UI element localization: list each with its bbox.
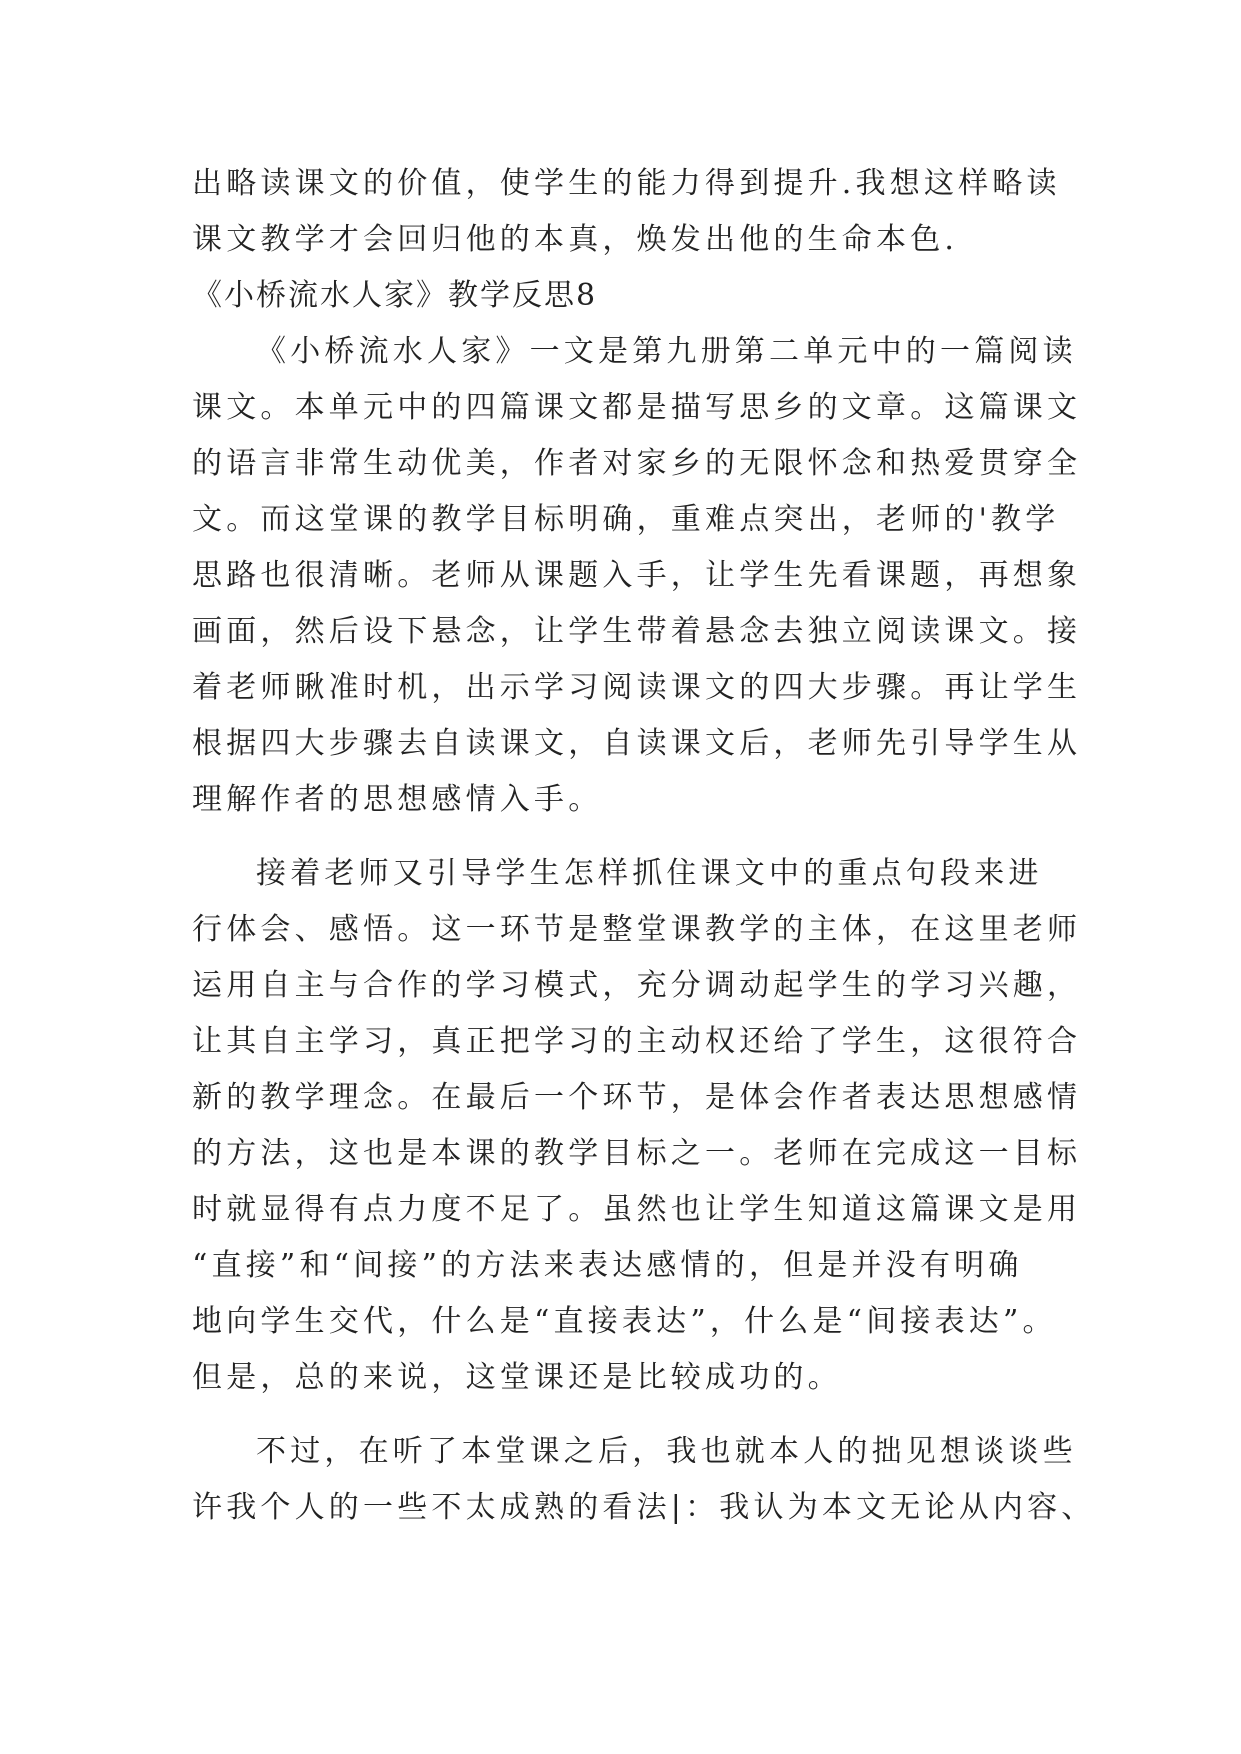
- paragraph-2: [192, 846, 1082, 1406]
- paragraph-line: 画面，然后设下悬念，让学生带着悬念去独立阅读课文。接: [192, 614, 1082, 649]
- continuation-line: 课文教学才会回归他的本真，焕发出他的生命本色.: [192, 222, 959, 257]
- paragraph-line: 让其自主学习，真正把学习的主动权还给了学生，这很符合: [192, 1024, 1082, 1059]
- paragraph-spacer: [192, 828, 1052, 846]
- paragraph-line: 时就显得有点力度不足了。虽然也让学生知道这篇课文是用: [192, 1192, 1082, 1227]
- paragraph-line: “直接”和“间接”的方法来表达感情的，但是并没有明确: [192, 1248, 1023, 1283]
- paragraph-line: 但是，总的来说，这堂课还是比较成功的。: [192, 1360, 842, 1395]
- section-title: 《小桥流水人家》教学反思8: [192, 278, 598, 313]
- paragraph-spacer: [192, 1406, 1052, 1424]
- paragraph-line: 理解作者的思想感情入手。: [192, 782, 603, 817]
- paragraph-line: 接着老师又引导学生怎样抓住课文中的重点句段来进: [256, 856, 1043, 891]
- paragraph-line: 思路也很清晰。老师从课题入手，让学生先看课题，再想象: [192, 558, 1082, 593]
- paragraph-line: 行体会、感悟。这一环节是整堂课教学的主体，在这里老师: [192, 912, 1082, 947]
- paragraph-3: [192, 1424, 1096, 1536]
- continuation-line: 出略读课文的价值，使学生的能力得到提升.我想这样略读: [192, 166, 1061, 201]
- paragraph-1: [192, 324, 1082, 828]
- paragraph-line: 不过，在听了本堂课之后，我也就本人的拙见想谈谈些: [256, 1434, 1077, 1469]
- paragraph-line: 根据四大步骤去自读课文，自读课文后，老师先引导学生从: [192, 726, 1082, 761]
- paragraph-line: 《小桥流水人家》一文是第九册第二单元中的一篇阅读: [256, 334, 1077, 369]
- paragraph-line: 课文。本单元中的四篇课文都是描写思乡的文章。这篇课文: [192, 390, 1082, 425]
- paragraph-line: 地向学生交代，什么是“直接表达”，什么是“间接表达”。: [192, 1304, 1057, 1339]
- paragraph-line: 着老师瞅准时机，出示学习阅读课文的四大步骤。再让学生: [192, 670, 1082, 705]
- paragraph-line: 的语言非常生动优美，作者对家乡的无限怀念和热爱贯穿全: [192, 446, 1082, 481]
- paragraph-line: 文。而这堂课的教学目标明确，重难点突出，老师的'教学: [192, 502, 1060, 537]
- document-body: [192, 156, 1096, 1536]
- paragraph-line: 的方法，这也是本课的教学目标之一。老师在完成这一目标: [192, 1136, 1082, 1171]
- paragraph-line: 运用自主与合作的学习模式，充分调动起学生的学习兴趣，: [192, 968, 1082, 1003]
- paragraph-line: 许我个人的一些不太成熟的看法|：我认为本文无论从内容、: [192, 1490, 1096, 1525]
- paragraph-line: 新的教学理念。在最后一个环节，是体会作者表达思想感情: [192, 1080, 1082, 1115]
